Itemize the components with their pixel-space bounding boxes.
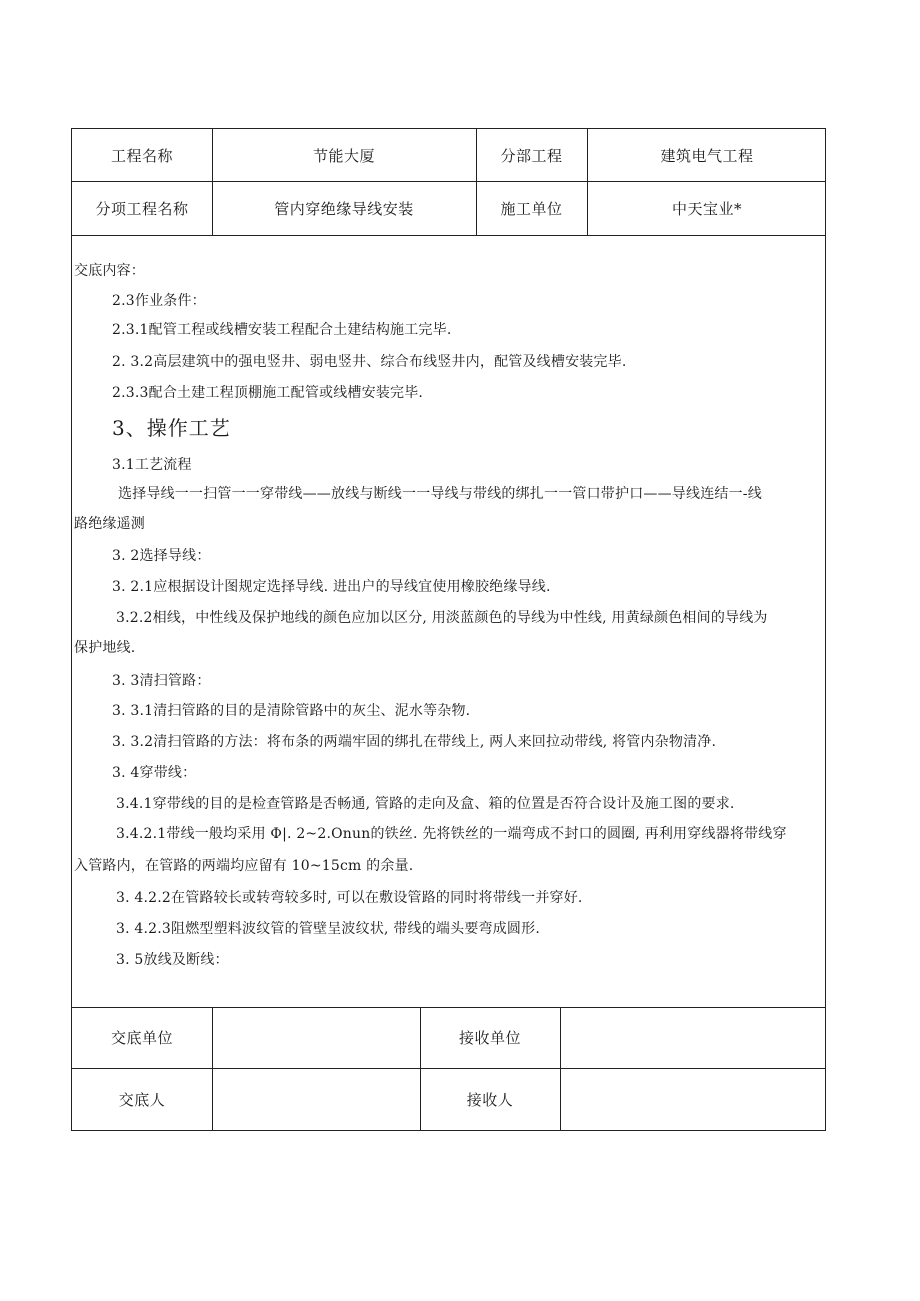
contractor-label: 施工单位 (500, 199, 563, 218)
content-line: 3.2.2相线，中性线及保护地线的颜色应加以区分, 用淡蓝颜色的导线为中性线, 用黄绿颜色相间的导线为 (116, 610, 768, 626)
content-line: 2. 3.2高层建筑中的强电竖井、弱电竖井、综合布线竖井内，配管及线槽安装完毕. (112, 354, 627, 370)
content-line: 入管路内，在管路的两端均应留有 10~15cm 的余量. (74, 858, 414, 874)
division-label: 分部工程 (500, 146, 563, 165)
receiver-person-value (560, 1068, 827, 1131)
discloser-unit-label: 交底单位 (110, 1029, 173, 1047)
content-line: 3.4.1穿带线的目的是检查管路是否畅通, 管路的走向及盒、箱的位置是否符合设计及施工图的要求. (116, 796, 735, 812)
content-line: 2.3.1配管工程或线槽安装工程配合土建结构施工完毕. (112, 322, 452, 338)
content-line: 3. 5放线及断线： (116, 952, 229, 968)
discloser-person-label: 交底人 (118, 1091, 166, 1109)
discloser-person-value (212, 1068, 420, 1131)
row-divider (72, 235, 825, 236)
content-intro: 交底内容： (74, 263, 145, 279)
project-name-label: 工程名称 (110, 146, 173, 165)
content-line: 选择导线一一扫管一一穿带线——放线与断线一一导线与带线的绑扎一一管口带护口——导线连结一-线 (118, 486, 762, 502)
discloser-unit-value (212, 1007, 420, 1068)
content-line: 3. 3.2清扫管路的方法：将布条的两端牢固的绑扎在带线上, 两人来回拉动带线, 将管内杂物清净. (112, 734, 717, 750)
subitem-name-label: 分项工程名称 (95, 199, 189, 218)
receiver-unit-label: 接收单位 (458, 1029, 521, 1047)
receiver-unit-value (560, 1007, 827, 1068)
section-heading: 3、操作工艺 (112, 416, 231, 440)
content-line: 2.3.3配合土建工程顶棚施工配管或线槽安装完毕. (112, 385, 424, 401)
content-line: 3. 2选择导线： (112, 548, 211, 564)
content-line: 3. 2.1应根据设计图规定选择导线. 进出户的导线宜使用橡胶绝缘导线. (112, 579, 551, 595)
subitem-name-value: 管内穿绝缘导线安装 (274, 199, 414, 218)
content-line: 路绝缘遥测 (74, 516, 145, 532)
content-line: 3.1工艺流程 (112, 457, 192, 473)
disclosure-form (71, 128, 826, 1131)
contractor-value: 中天宝业* (671, 199, 742, 218)
content-line: 2.3作业条件： (112, 293, 206, 309)
content-line: 3. 3清扫管路： (112, 673, 211, 689)
content-line: 3. 3.1清扫管路的目的是清除管路中的灰尘、泥水等杂物. (112, 703, 471, 719)
division-value: 建筑电气工程 (660, 146, 754, 165)
project-name-value: 节能大厦 (312, 146, 375, 165)
content-line: 3. 4.2.3阻燃型塑料波纹管的管壁呈波纹状, 带线的端头要弯成圆形. (116, 921, 540, 937)
content-line: 保护地线. (74, 640, 136, 656)
content-line: 3. 4穿带线： (112, 765, 197, 781)
receiver-person-label: 接收人 (466, 1091, 514, 1109)
content-line: 3.4.2.1带线一般均采用 Φ|. 2~2.Onun的铁丝. 先将铁丝的一端弯成不封口的圆圈, 再利用穿线器将带线穿 (116, 826, 787, 842)
content-line: 3. 4.2.2在管路较长或转弯较多时, 可以在敷设管路的同时将带线一并穿好. (116, 890, 583, 906)
